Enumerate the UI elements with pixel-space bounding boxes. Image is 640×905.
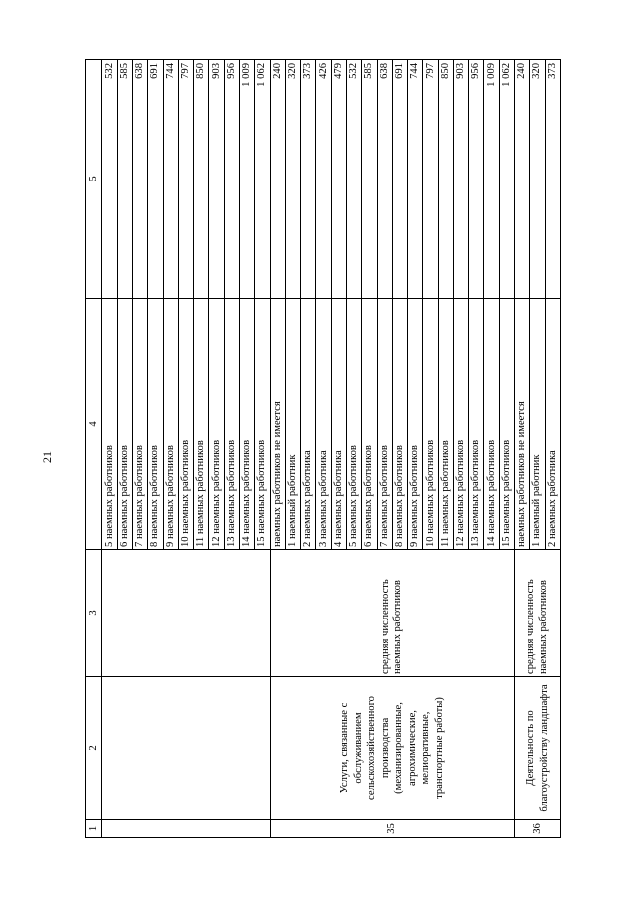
row-value: 850: [194, 60, 209, 299]
indicator-cell-continued: [102, 550, 270, 677]
row-value: 691: [392, 60, 407, 299]
page-number: 21: [40, 451, 54, 463]
row-value: 320: [285, 60, 300, 299]
row-value: 426: [316, 60, 331, 299]
row-label: 10 наемных работников: [423, 299, 438, 550]
row-label: 8 наемных работников: [392, 299, 407, 550]
row-value: 479: [331, 60, 346, 299]
table-row: [102, 60, 117, 838]
row-label: 10 наемных работников: [178, 299, 193, 550]
row-label: 14 наемных работников: [484, 299, 499, 550]
section-id: 36: [515, 820, 561, 838]
row-value: 585: [362, 60, 377, 299]
header-row: [86, 60, 102, 838]
row-value: 744: [408, 60, 423, 299]
row-label: 13 наемных работников: [224, 299, 239, 550]
row-label: 11 наемных работников: [194, 299, 209, 550]
row-value: 373: [301, 60, 316, 299]
row-label: 11 наемных работников: [438, 299, 453, 550]
table-row: [270, 60, 285, 838]
row-label: 12 наемных работников: [453, 299, 468, 550]
tariff-table: [85, 59, 561, 838]
header-col-3: 3: [86, 550, 102, 677]
section-indicator: средняя численность наемных работников: [515, 550, 561, 677]
id-cell-continued: [102, 820, 270, 838]
row-value: 903: [453, 60, 468, 299]
section-category: Услуги, связанные с обслуживанием сельскохозяйственного производства (механизированные, агрохимические, мелиоративные, транспортные работы): [270, 677, 515, 820]
row-label: наемных работников не имеется: [515, 299, 530, 550]
row-label: 9 наемных работников: [163, 299, 178, 550]
section-id: 35: [270, 820, 515, 838]
category-cell-continued: [102, 677, 270, 820]
row-value: 1 062: [255, 60, 270, 299]
row-value: 532: [346, 60, 361, 299]
row-label: 5 наемных работников: [102, 299, 117, 550]
row-value: 1 009: [239, 60, 254, 299]
row-label: 5 наемных работников: [346, 299, 361, 550]
row-label: 15 наемных работников: [255, 299, 270, 550]
row-value: 1 009: [484, 60, 499, 299]
header-col-4: 4: [86, 299, 102, 550]
row-value: 638: [133, 60, 148, 299]
row-label: 13 наемных работников: [469, 299, 484, 550]
row-value: 797: [423, 60, 438, 299]
row-value: 956: [469, 60, 484, 299]
row-value: 903: [209, 60, 224, 299]
row-label: 4 наемных работника: [331, 299, 346, 550]
row-label: 3 наемных работника: [316, 299, 331, 550]
row-label: 1 наемный работник: [530, 299, 545, 550]
row-label: 14 наемных работников: [239, 299, 254, 550]
row-label: 15 наемных работников: [499, 299, 514, 550]
row-value: 1 062: [499, 60, 514, 299]
row-value: 691: [148, 60, 163, 299]
row-label: 1 наемный работник: [285, 299, 300, 550]
row-value: 373: [545, 60, 560, 299]
row-value: 638: [377, 60, 392, 299]
row-label: 6 наемных работников: [362, 299, 377, 550]
row-label: 7 наемных работников: [377, 299, 392, 550]
row-label: 2 наемных работника: [545, 299, 560, 550]
row-value: 956: [224, 60, 239, 299]
row-label: 6 наемных работников: [117, 299, 132, 550]
header-col-1: 1: [86, 820, 102, 838]
row-label: 9 наемных работников: [408, 299, 423, 550]
row-label: 12 наемных работников: [209, 299, 224, 550]
section-category: Деятельность по благоустройству ландшафта: [515, 677, 561, 820]
row-label: 8 наемных работников: [148, 299, 163, 550]
row-value: 744: [163, 60, 178, 299]
row-value: 797: [178, 60, 193, 299]
row-value: 850: [438, 60, 453, 299]
row-value: 532: [102, 60, 117, 299]
row-label: 7 наемных работников: [133, 299, 148, 550]
header-col-2: 2: [86, 677, 102, 820]
table-row: [515, 60, 530, 838]
section-indicator: средняя численность наемных работников: [270, 550, 515, 677]
row-value: 585: [117, 60, 132, 299]
row-label: 2 наемных работника: [301, 299, 316, 550]
row-value: 320: [530, 60, 545, 299]
tariff-table-container: [85, 63, 561, 838]
row-value: 240: [270, 60, 285, 299]
header-col-5: 5: [86, 60, 102, 299]
row-value: 240: [515, 60, 530, 299]
row-label: наемных работников не имеется: [270, 299, 285, 550]
